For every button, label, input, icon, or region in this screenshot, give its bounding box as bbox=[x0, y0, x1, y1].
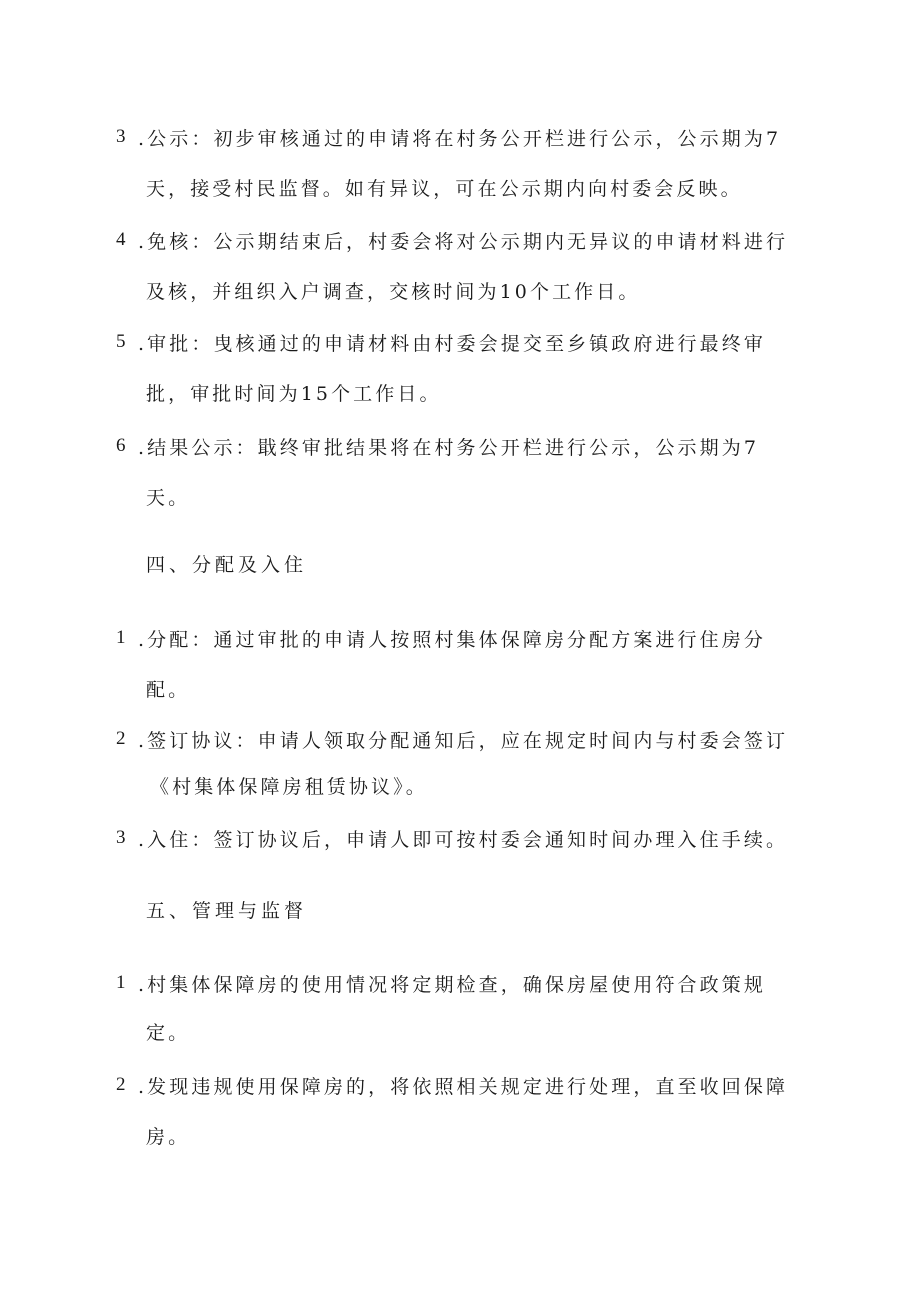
item-text-line2: 天，接受村民监督。如有异议，可在公示期内向村委会反映。 bbox=[146, 178, 743, 200]
item-number: 1 bbox=[116, 627, 126, 648]
item-text-line2: 《村集体保障房租赁协议》。 bbox=[150, 776, 428, 798]
item-text-line2: 配。 bbox=[146, 679, 191, 701]
item-text-line2: 房。 bbox=[146, 1126, 191, 1148]
item-text-line1: .发现违规使用保障房的，将依照相关规定进行处理，直至收回保障 bbox=[138, 1076, 789, 1098]
item-text-line2: 批，审批时间为15个工作日。 bbox=[146, 383, 442, 405]
item-text-line2: 天。 bbox=[146, 487, 191, 509]
item-text-line1: .结果公示：戢终审批结果将在村务公开栏进行公示，公示期为7 bbox=[138, 437, 760, 459]
section-heading: 五、管理与监督 bbox=[146, 900, 308, 922]
item-text-line1: .村集体保障房的使用情况将定期检查，确保房屋使用符合政策规 bbox=[138, 974, 766, 996]
item-text-line2: 定。 bbox=[146, 1022, 191, 1044]
item-number: 3 bbox=[116, 126, 126, 147]
item-text-line1: .公示：初步审核通过的申请将在村务公开栏进行公示，公示期为7 bbox=[138, 128, 782, 150]
item-text-line1: .免核：公示期结束后，村委会将对公示期内无异议的申请材料进行 bbox=[138, 231, 789, 253]
item-text-line1: .审批：曳核通过的申请材料由村委会提交至乡镇政府进行最终审 bbox=[138, 333, 766, 355]
item-text-line1: .签订协议：申请人领取分配通知后，应在规定时间内与村委会签订 bbox=[138, 730, 789, 752]
section-heading: 四、分配及入住 bbox=[146, 554, 308, 576]
item-number: 4 bbox=[116, 229, 126, 250]
item-number: 3 bbox=[116, 827, 126, 848]
item-text-line1: .分配：通过审批的申请人按照村集体保障房分配方案进行住房分 bbox=[138, 629, 766, 651]
item-number: 6 bbox=[116, 435, 126, 456]
item-number: 1 bbox=[116, 972, 126, 993]
item-text-line2: 及核，并组织入户调查，交核时间为10个工作日。 bbox=[146, 281, 641, 303]
item-text-line1: .入住：签订协议后，申请人即可按村委会通知时间办理入住手续。 bbox=[138, 829, 789, 851]
item-number: 2 bbox=[116, 1074, 126, 1095]
item-number: 2 bbox=[116, 728, 126, 749]
item-number: 5 bbox=[116, 331, 126, 352]
